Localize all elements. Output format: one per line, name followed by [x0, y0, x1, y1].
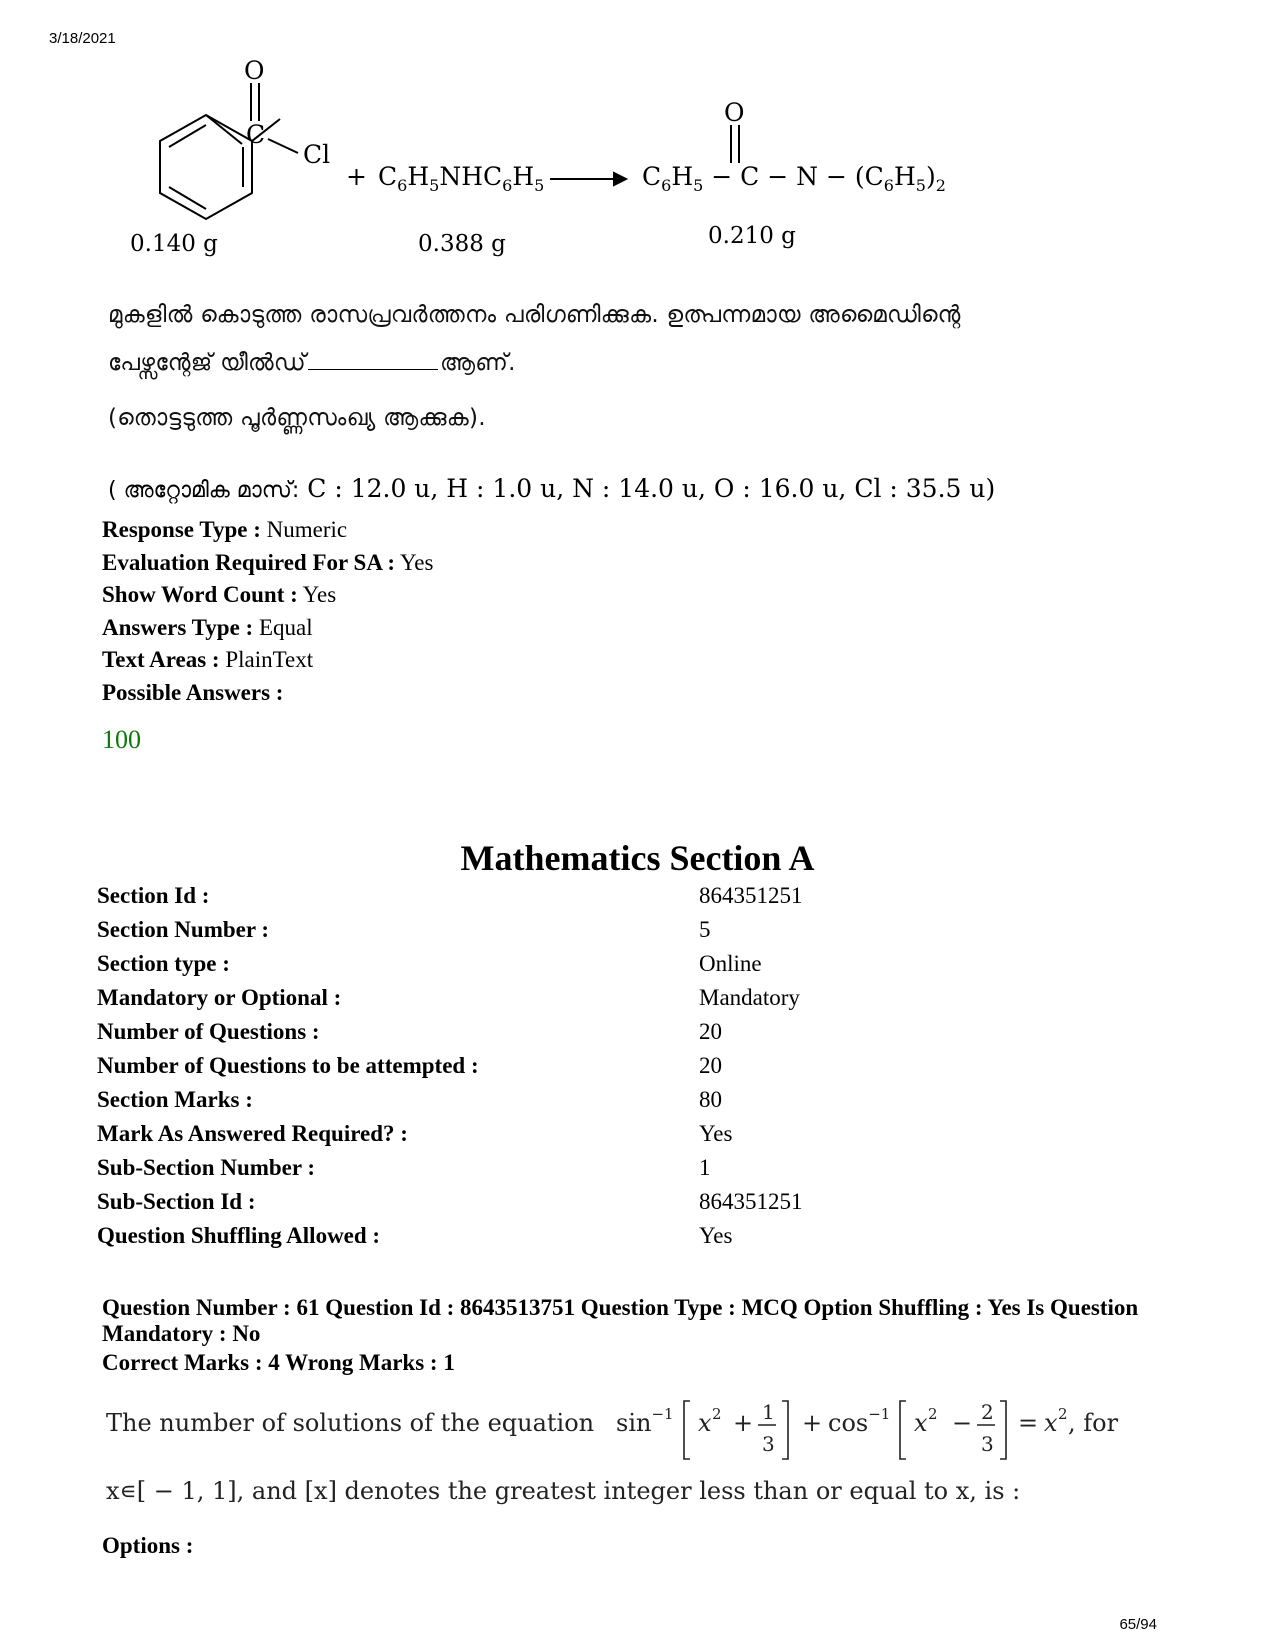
- question-line2: x∊[ − 1, 1], and [x] denotes the greatest integer less than or equal to x, is :: [106, 1477, 1021, 1505]
- reactant2-mass: 0.388 g: [418, 231, 506, 257]
- svg-text:+: +: [733, 1409, 754, 1437]
- question-header: Question Number : 61 Question Id : 8643513751 Question Type : MCQ Option Shuffling : Yes Is Question Mandatory : No: [102, 1295, 1139, 1346]
- question-equation: [106, 1385, 1186, 1465]
- svg-text:2: 2: [1058, 1405, 1068, 1423]
- carbon-label: C: [246, 120, 266, 149]
- svg-text:x: x: [1044, 1409, 1058, 1437]
- product-mass: 0.210 g: [708, 223, 796, 249]
- product-formula: $C_6H_5 - C - N - (C_6H_5)_2$: [642, 162, 946, 195]
- answer-blank: [308, 368, 438, 370]
- question-text-start: The number of solutions of the equation: [106, 1409, 595, 1437]
- options-label: Options :: [102, 1533, 194, 1558]
- meta-show-word-count: Show Word Count : Yes: [102, 582, 337, 607]
- svg-text:3: 3: [762, 1432, 775, 1456]
- reaction-arrow: [550, 173, 626, 185]
- question-ml-line1: മുകളിൽ കൊടുത്ത രാസപ്രവർത്തനം പരിഗണിക്കുക. ഉത്പന്നമായ അമൈഡിന്റെ: [108, 302, 961, 328]
- svg-text:3: 3: [981, 1432, 994, 1456]
- svg-text:2: 2: [928, 1405, 938, 1423]
- chlorine-label: Cl: [303, 140, 331, 169]
- page-number: 65/94: [1119, 1616, 1157, 1633]
- svg-text:2: 2: [981, 1400, 994, 1424]
- plus-sign: +: [346, 162, 367, 191]
- product-oxygen-label: O: [724, 98, 745, 127]
- question-ml-line2: പേഴ്സന്റേജ് യീൽഡ് ആണ്.: [108, 350, 516, 376]
- response-meta: [102, 514, 433, 709]
- reactant2-formula: $C_6H_5NHC_6H_5$: [378, 162, 545, 195]
- question-ml-line3: (തൊട്ടടുത്ത പൂർണ്ണസംഖ്യ ആക്കുക).: [108, 405, 486, 431]
- meta-answers-type: Answers Type : Equal: [102, 614, 313, 640]
- section-title: Mathematics Section A: [460, 838, 815, 878]
- svg-text:x: x: [914, 1409, 928, 1437]
- eq-cos: $\cos^{-1}$: [828, 1405, 891, 1437]
- meta-possible-answers: Possible Answers :: [102, 679, 284, 705]
- meta-evaluation-required: Evaluation Required For SA : Yes: [102, 549, 434, 575]
- svg-text:2: 2: [712, 1405, 722, 1423]
- possible-answer-value: 100: [102, 725, 141, 754]
- question-marks: Correct Marks : 4 Wrong Marks : 1: [102, 1350, 455, 1375]
- svg-text:x: x: [698, 1409, 712, 1437]
- meta-text-areas: Text Areas : PlainText: [102, 647, 314, 672]
- benzene-ring: [160, 81, 298, 219]
- print-date: 3/18/2021: [49, 30, 116, 47]
- eq-sin: $\sin^{-1}$: [616, 1405, 674, 1437]
- meta-response-type: Response Type : Numeric: [102, 517, 348, 542]
- oxygen-label: O: [244, 56, 265, 85]
- reaction-diagram: [110, 55, 970, 275]
- product-carbonyl: [731, 125, 739, 163]
- atomic-masses: ( അറ്റോമിക മാസ്: C : 12.0 u, H : 1.0 u, N : 14.0 u, O : 16.0 u, Cl : 35.5 u): [108, 474, 996, 503]
- svg-text:+: +: [802, 1409, 823, 1437]
- svg-text:−: −: [952, 1409, 973, 1437]
- reactant1-mass: 0.140 g: [130, 231, 218, 257]
- svg-text:=: =: [1018, 1409, 1039, 1437]
- svg-text:1: 1: [762, 1400, 775, 1424]
- question-text-end: , for: [1068, 1409, 1119, 1437]
